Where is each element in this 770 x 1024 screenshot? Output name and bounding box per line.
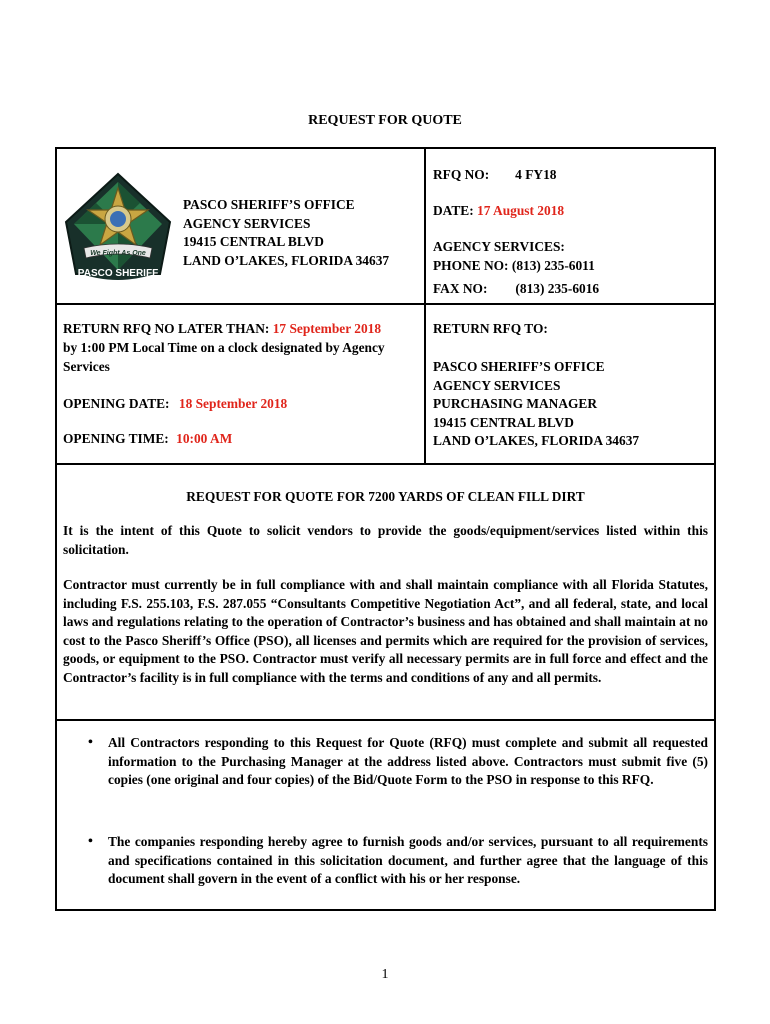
date-label: DATE: xyxy=(433,203,474,218)
opening-time-value: 10:00 AM xyxy=(176,431,233,446)
table-divider-row1 xyxy=(55,303,716,305)
date-value: 17 August 2018 xyxy=(477,203,565,218)
address-line: AGENCY SERVICES xyxy=(433,377,561,393)
address-line: LAND O’LAKES, FLORIDA 34637 xyxy=(183,252,390,268)
opening-date-value: 18 September 2018 xyxy=(178,396,288,411)
table-divider-row3 xyxy=(55,719,716,721)
agency-address xyxy=(183,196,389,270)
table-divider-row2 xyxy=(55,463,716,465)
fax-number xyxy=(433,280,599,299)
address-line: 19415 CENTRAL BLVD xyxy=(183,234,324,249)
opening-date-label: OPENING DATE: xyxy=(63,396,170,411)
phone-label: PHONE NO: xyxy=(433,258,509,273)
agency-services-label: AGENCY SERVICES: xyxy=(433,239,565,254)
return-date: 17 September 2018 xyxy=(272,321,382,336)
rfq-no-label: RFQ NO: xyxy=(433,167,490,182)
return-note-line: Services xyxy=(63,359,110,374)
address-line: PASCO SHERIFF’S OFFICE xyxy=(433,359,605,374)
return-deadline xyxy=(63,320,381,339)
compliance-paragraph: Contractor must currently be in full compliance with and shall maintain compliance with all Florida Statutes, including F.S. 255.103, F.S. 287.055 “Consultants Competitive Negotiation Act”, and all federal, state, and local laws and regulations relating to the operation of Contractor’s business and has obtained and shall maintain at no cost to the Pasco Sheriff’s Office (PSO), all licenses and permits which are required for the provision of services, goods, or equipment to the PSO. Contractor must verify all necessary permits are in full force and effect and the Contractor’s facility is in full compliance with the terms and conditions of any and all permits. xyxy=(63,577,708,685)
bullet-item: All Contractors responding to this Request for Quote (RFQ) must complete and submit all requested information to the Purchasing Manager at the address listed above. Contractors must submit five (5) copies (one original and four copies) of the Bid/Quote Form to the PSO in response to this RFQ. xyxy=(108,735,708,787)
bullet-marker: • xyxy=(88,834,93,849)
table-column-divider xyxy=(424,147,426,465)
intent-paragraph: It is the intent of this Quote to solicit vendors to provide the goods/equipment/services listed within this solicitation. xyxy=(63,523,708,557)
address-line: 19415 CENTRAL BLVD xyxy=(433,414,574,430)
address-line: PASCO SHERIFF’S OFFICE xyxy=(183,197,355,212)
rfq-date xyxy=(433,202,564,221)
fax-value: (813) 235-6016 xyxy=(515,281,600,296)
opening-date xyxy=(63,395,287,414)
bullet-item: The companies responding hereby agree to furnish goods and/or services, pursuant to all requirements and specifications contained in this solicitation document, and further agree that the language of this document shall govern in the event of a conflict with his or her response. xyxy=(108,834,708,886)
return-to-label: RETURN RFQ TO: xyxy=(433,321,548,336)
address-line: PURCHASING MANAGER xyxy=(433,396,598,411)
phone-value: (813) 235-6011 xyxy=(511,258,595,273)
return-label: RETURN RFQ NO LATER THAN: xyxy=(63,321,270,336)
address-line: AGENCY SERVICES xyxy=(183,215,311,231)
page-title: REQUEST FOR QUOTE xyxy=(308,113,462,128)
address-line: LAND O’LAKES, FLORIDA 34637 xyxy=(433,433,640,448)
bullet-marker: • xyxy=(88,735,93,750)
return-note-line: by 1:00 PM Local Time on a clock designated by Agency xyxy=(63,340,385,355)
return-to-address xyxy=(433,358,639,451)
phone-number xyxy=(433,257,595,276)
opening-time-label: OPENING TIME: xyxy=(63,431,169,446)
section-heading: REQUEST FOR QUOTE FOR 7200 YARDS OF CLEAN FILL DIRT xyxy=(186,489,585,504)
fax-label: FAX NO: xyxy=(433,281,488,296)
logo-motto: We Fight As One xyxy=(90,250,146,257)
rfq-number xyxy=(433,166,556,185)
logo-name: PASCO SHERIFF xyxy=(77,268,159,279)
rfq-no-value: 4 FY18 xyxy=(515,167,557,182)
opening-time xyxy=(63,430,232,449)
sheriff-star-badge-icon xyxy=(62,172,174,288)
page-number: 1 xyxy=(381,967,389,982)
